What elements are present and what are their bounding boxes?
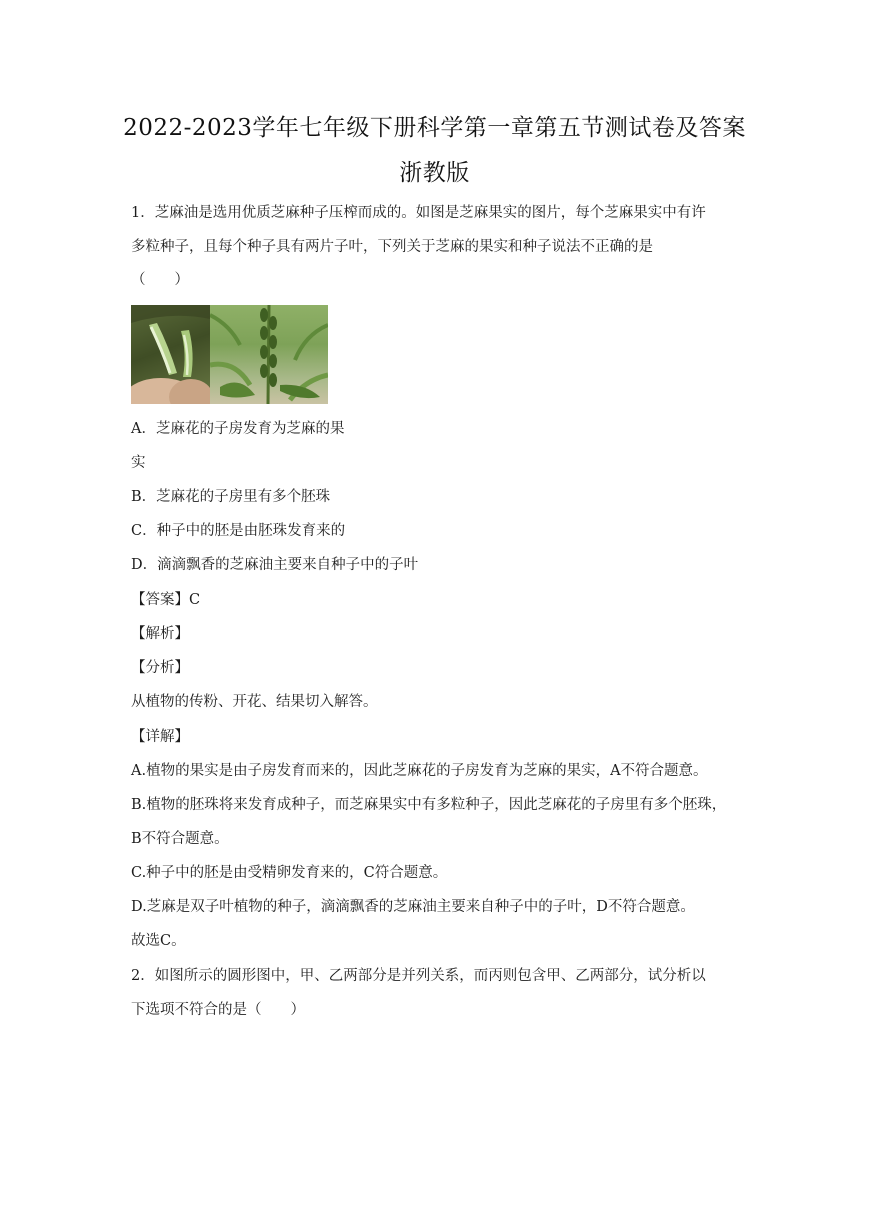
sesame-plant-photo [210,305,328,404]
q1-analysis-heading: 【解析】 [131,626,189,642]
q1-fenxi-text: 从植物的传粉、开花、结果切入解答。 [131,694,378,710]
q1-detail-b-line1: B.植物的胚珠将来发育成种子，而芝麻果实中有多粒种子，因此芝麻花的子房里有多个胚珠， [131,797,727,813]
q1-detail-a: A.植物的果实是由子房发育而来的，因此芝麻花的子房发育为芝麻的果实，A不符合题意。 [131,763,708,779]
q1-option-b: B．芝麻花的子房里有多个胚珠 [131,489,331,505]
q1-option-c: C．种子中的胚是由胚珠发育来的 [131,523,346,539]
q1-conclusion: 故选C。 [131,933,186,949]
sesame-pod-open-photo [131,305,210,404]
q1-option-d: D．滴滴飘香的芝麻油主要来自种子中的子叶 [131,557,419,573]
q1-answer: 【答案】C [131,592,201,608]
q2-stem-line2: 下选项不符合的是（ ） [131,1002,305,1018]
doc-title-line1: 2022-2023学年七年级下册科学第一章第五节测试卷及答案 [123,115,746,141]
doc-title-line2: 浙教版 [399,160,470,186]
q1-detail-c: C.种子中的胚是由受精卵发育来的，C符合题意。 [131,865,448,881]
q1-stem-line1: 1．芝麻油是选用优质芝麻种子压榨而成的。如图是芝麻果实的图片，每个芝麻果实中有许 [131,205,706,221]
q1-fenxi-heading: 【分析】 [131,660,189,676]
q1-stem-line2: 多粒种子，且每个种子具有两片子叶，下列关于芝麻的果实和种子说法不正确的是 [131,239,653,255]
q1-option-a-line1: A．芝麻花的子房发育为芝麻的果 [131,421,345,437]
q1-detail-heading: 【详解】 [131,729,189,745]
sesame-fruit-figure [131,305,328,404]
q1-stem-line3: （ ） [131,272,189,288]
q1-detail-d: D.芝麻是双子叶植物的种子，滴滴飘香的芝麻油主要来自种子中的子叶，D不符合题意。 [131,899,695,915]
q1-detail-b-line2: B不符合题意。 [131,831,229,847]
q2-stem-line1: 2．如图所示的圆形图中，甲、乙两部分是并列关系，而丙则包含甲、乙两部分，试分析以 [131,968,706,984]
q1-option-a-line2: 实 [131,455,146,471]
